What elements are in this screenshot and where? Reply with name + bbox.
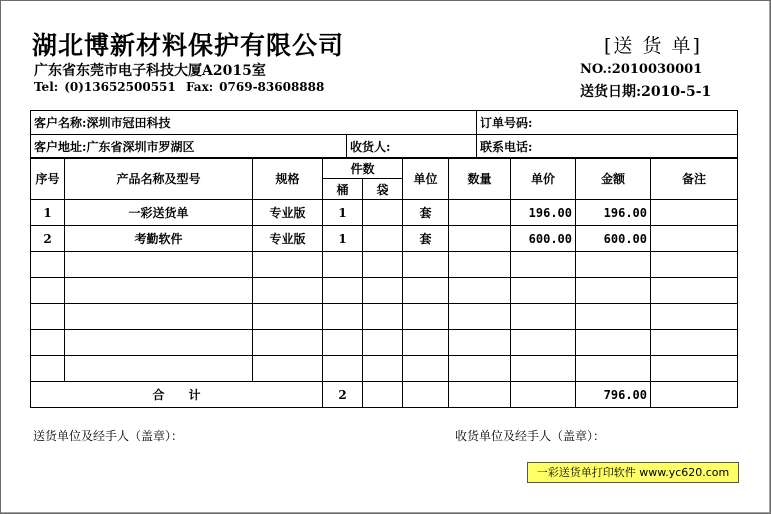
cell-price: 196.00 [511,200,576,226]
no-value: 2010030001 [611,62,703,77]
customer-name-label: 客户名称: [34,116,87,130]
cell-unit [403,356,449,382]
contact-line [34,80,330,94]
cell-remark [651,356,738,382]
cell-price [511,304,576,330]
customer-name-value: 深圳市冠田科技 [86,116,171,130]
cell-unit: 套 [403,226,449,252]
order-number-label: 订单号码: [480,116,533,130]
receiver-label: 收货人: [350,140,391,154]
sender-signature-label: 送货单位及经手人（盖章）： [33,429,184,443]
fax-label: Fax: [185,80,214,94]
cell-seq [31,278,65,304]
cell-unit: 套 [403,200,449,226]
date-value: 2010-5-1 [641,84,712,100]
company-address: 广东省东莞市电子科技大厦A2015室 [34,63,266,79]
cell-bucket [323,304,363,330]
cell-unit [403,304,449,330]
phone-label: 联系电话: [480,140,533,154]
cell-spec [253,330,323,356]
cell-amount [576,278,651,304]
cell-remark [651,226,738,252]
cell-product [65,278,253,304]
date-label: 送货日期: [580,84,642,100]
cell-seq [31,356,65,382]
cell-seq: 2 [31,226,65,252]
cell-amount [576,330,651,356]
cell-product: 考勤软件 [65,226,253,252]
cell-bucket [323,278,363,304]
cell-price [511,278,576,304]
cell-qty [449,356,511,382]
customer-address-label: 客户地址: [34,140,87,154]
cell-product [65,252,253,278]
tel-value: (0)13652500551 [64,80,176,94]
cell-remark [651,200,738,226]
total-qty [449,382,511,408]
cell-qty [449,252,511,278]
cell-unit [403,330,449,356]
delivery-date [580,81,711,101]
total-bucket: 2 [323,382,363,408]
cell-unit [403,278,449,304]
cell-amount [576,356,651,382]
cell-amount: 196.00 [576,200,651,226]
cell-spec: 专业版 [253,200,323,226]
cell-bucket: 1 [323,200,363,226]
cell-spec [253,252,323,278]
header-bag: 袋 [363,179,403,200]
customer-info-table [30,110,738,159]
total-remark [651,382,738,408]
document-type: [送 货 单] [604,35,702,57]
order-number-cell [477,111,738,135]
cell-bucket [323,356,363,382]
table-row [31,252,738,278]
cell-product [65,304,253,330]
cell-product [65,356,253,382]
cell-bag [363,304,403,330]
cell-amount [576,304,651,330]
phone-cell [477,135,738,159]
header-seq: 序号 [31,158,65,200]
cell-seq [31,304,65,330]
cell-bag [363,278,403,304]
header-remark: 备注 [651,158,738,200]
table-row [31,278,738,304]
cell-remark [651,330,738,356]
receiver-cell [347,135,477,159]
no-label: NO.: [580,62,612,77]
header-spec: 规格 [253,158,323,200]
software-banner-link[interactable]: 一彩送货单打印软件 www.yc620.com [527,462,739,483]
customer-address-value: 广东省深圳市罗湖区 [86,140,195,154]
total-amount: 796.00 [576,382,651,408]
cell-product: 一彩送货单 [65,200,253,226]
cell-price: 600.00 [511,226,576,252]
cell-bag [363,252,403,278]
cell-qty [449,200,511,226]
customer-address-cell [31,135,347,159]
cell-spec [253,278,323,304]
cell-seq: 1 [31,200,65,226]
cell-qty [449,226,511,252]
items-table [30,157,738,408]
cell-bag [363,200,403,226]
header-bucket: 桶 [323,179,363,200]
total-bag [363,382,403,408]
cell-bag [363,356,403,382]
customer-name-cell [31,111,477,135]
header-qty: 数量 [449,158,511,200]
cell-bucket: 1 [323,226,363,252]
header-product: 产品名称及型号 [65,158,253,200]
table-row [31,226,738,252]
header-amount: 金额 [576,158,651,200]
cell-spec: 专业版 [253,226,323,252]
cell-bucket [323,330,363,356]
cell-qty [449,304,511,330]
cell-spec [253,356,323,382]
cell-amount: 600.00 [576,226,651,252]
cell-bag [363,330,403,356]
cell-bag [363,226,403,252]
cell-remark [651,304,738,330]
table-row [31,200,738,226]
cell-remark [651,252,738,278]
header-pieces: 件数 [323,158,403,179]
total-label: 合 计 [31,382,323,408]
table-row [31,330,738,356]
cell-seq [31,330,65,356]
cell-seq [31,252,65,278]
header-price: 单价 [511,158,576,200]
table-row [31,304,738,330]
header-unit: 单位 [403,158,449,200]
receiver-signature-label: 收货单位及经手人（盖章）： [455,429,606,443]
cell-bucket [323,252,363,278]
cell-price [511,252,576,278]
table-row [31,356,738,382]
cell-product [65,330,253,356]
fax-value: 0769-83608888 [219,80,325,94]
cell-spec [253,304,323,330]
cell-qty [449,278,511,304]
company-name: 湖北博新材料保护有限公司 [32,31,345,60]
cell-remark [651,278,738,304]
cell-amount [576,252,651,278]
cell-unit [403,252,449,278]
tel-label: Tel: [34,80,59,94]
document-number [580,62,702,77]
cell-price [511,330,576,356]
total-price [511,382,576,408]
cell-price [511,356,576,382]
total-row [31,382,738,408]
cell-qty [449,330,511,356]
total-unit [403,382,449,408]
